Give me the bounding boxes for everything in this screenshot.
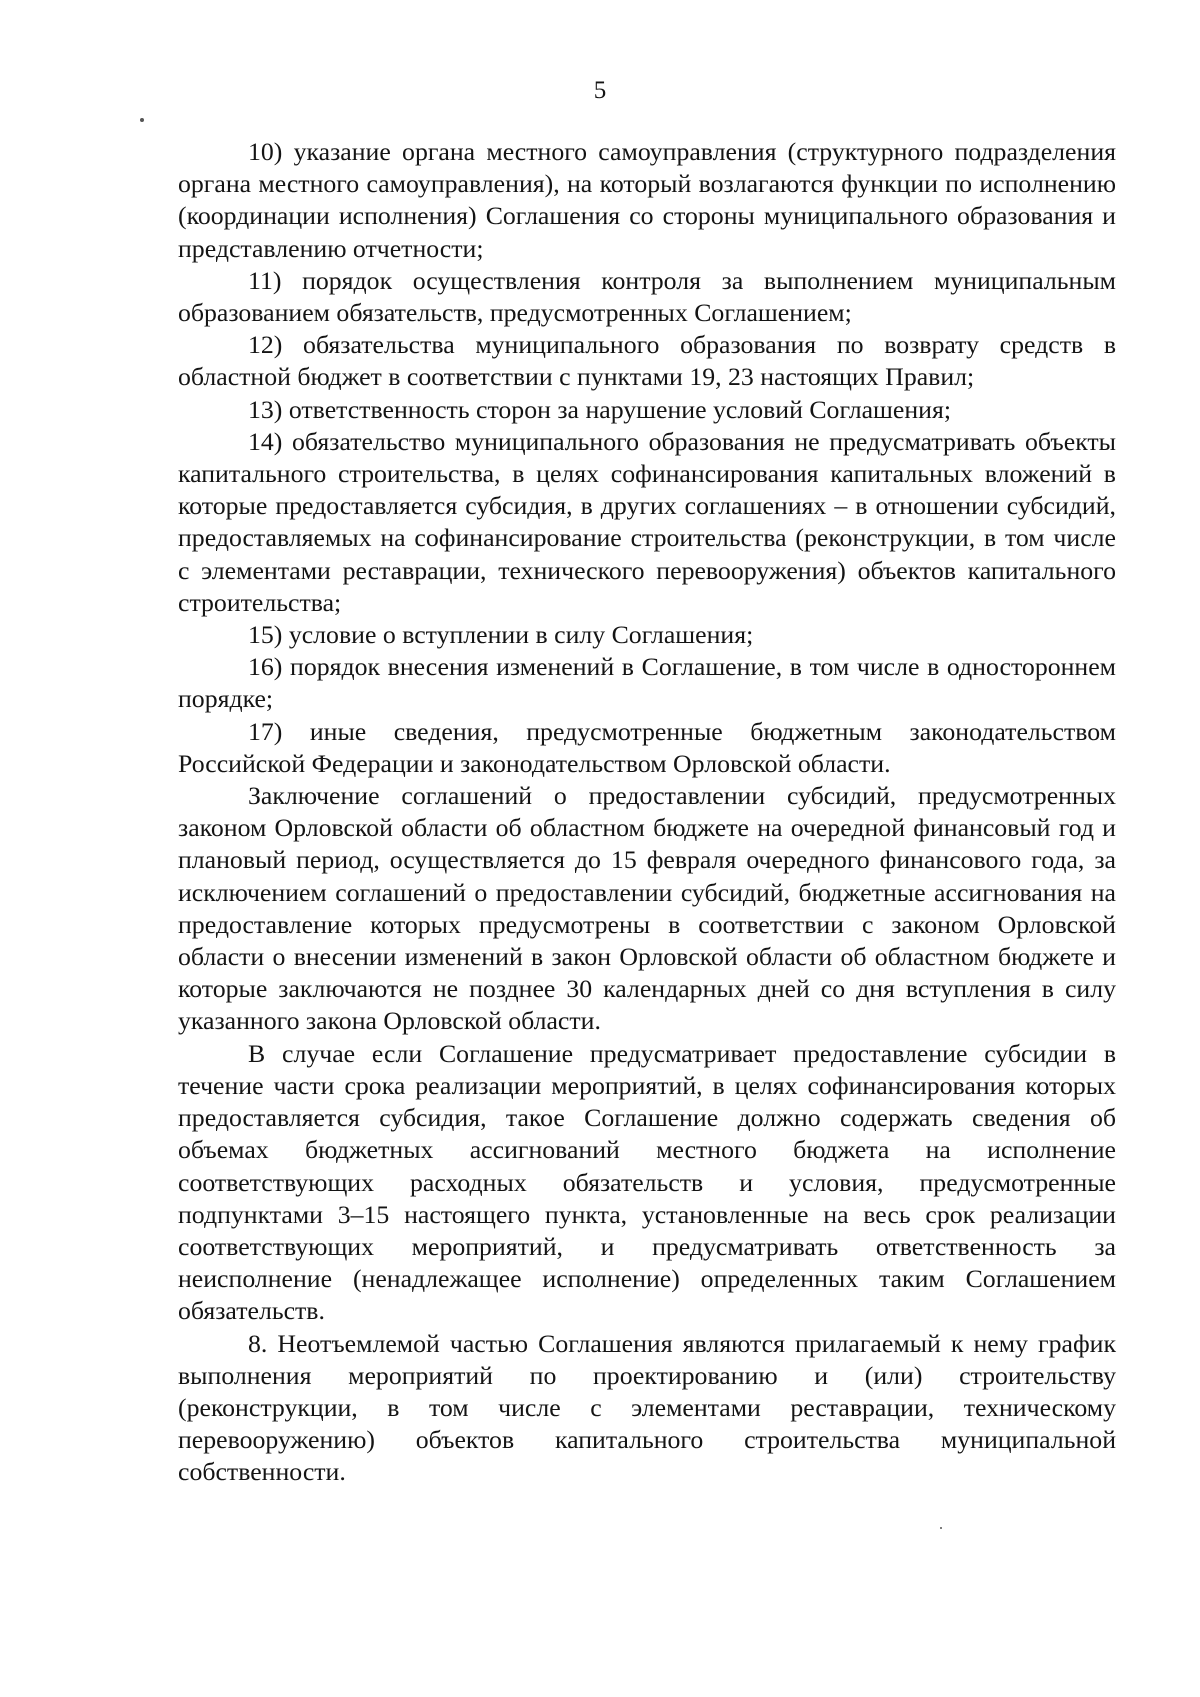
list-item-15: 15) условие о вступлении в силу Соглашения; — [248, 620, 754, 650]
paragraph-agreement-deadline: Заключение соглашений о предоставлении субсидий, предусмотренных законом Орловской области об областном бюджете на очередной финансовый год и плановый период, осуществляется до 15 февраля очередного финансового года, за исключением соглашений о предоставлении субсидий, бюджетные ассигнования на предоставление которых предусмотрены в соответствии с законом Орловской области о внесении изменений в закон Орловской области об областном бюджете и которые заключаются не позднее 30 календарных дней со дня вступления в силу указанного закона Орловской области. — [178, 781, 1116, 1036]
list-item-11: 11) порядок осуществления контроля за выполнением муниципальным образованием обязательств, предусмотренных Соглашением; — [178, 265, 1116, 328]
paragraph-partial-term: В случае если Соглашение предусматривает предоставление субсидии в течение части срока реализации мероприятий, в целях софинансирования которых предоставляется субсидия, такое Соглашение должно содержать сведения об объемах бюджетных ассигнований местного бюджета на исполнение соответствующих расходных обязательств и условия, предусмотренные подпунктами 3–15 настоящего пункта, установленные на весь срок реализации соответствующих мероприятий, и предусматривать ответственность за неисполнение (ненадлежащее исполнение) определенных таким Соглашением обязательств. — [178, 1038, 1116, 1326]
scan-speck — [140, 118, 144, 122]
page-number: 5 — [593, 77, 607, 104]
scan-speck — [940, 1527, 942, 1529]
paragraph-item-8: 8. Неотъемлемой частью Соглашения являются прилагаемый к нему график выполнения мероприятий по проектированию и (или) строительству (реконструкции, в том числе с элементами реставрации, техническому перевооружению) объектов капитального строительства муниципальной собственности. — [178, 1328, 1116, 1487]
list-item-17: 17) иные сведения, предусмотренные бюджетным законодательством Российской Федерации и законодательством Орловской области. — [178, 716, 1116, 778]
document-body — [178, 136, 1116, 1489]
list-item-14: 14) обязательство муниципального образования не предусматривать объекты капитального строительства, в целях софинансирования капитальных вложений в которые предоставляется субсидия, в других соглашениях – в отношении субсидий, предоставляемых на софинансирование строительства (реконструкции, в том числе с элементами реставрации, технического перевооружения) объектов капитального строительства; — [178, 426, 1116, 617]
list-item-13: 13) ответственность сторон за нарушение условий Соглашения; — [248, 394, 952, 424]
list-item-10: 10) указание органа местного самоуправления (структурного подразделения органа местного самоуправления), на который возлагаются функции по исполнению (координации исполнения) Соглашения со стороны муниципального образования и представлению отчетности; — [178, 137, 1116, 263]
list-item-16: 16) порядок внесения изменений в Соглашение, в том числе в одностороннем порядке; — [178, 652, 1116, 714]
list-item-12: 12) обязательства муниципального образования по возврату средств в областной бюджет в соответствии с пунктами 19, 23 настоящих Правил; — [178, 330, 1116, 392]
